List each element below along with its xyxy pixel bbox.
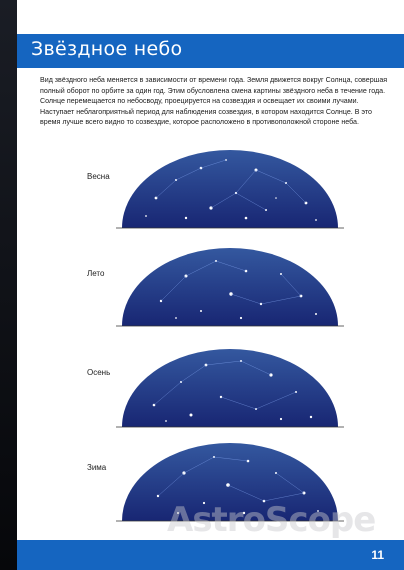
watermark: AstroScope — [167, 500, 376, 540]
page-edge — [0, 0, 17, 570]
sky-map-summer — [116, 246, 344, 326]
sky-dome — [122, 150, 338, 228]
intro-paragraph: Вид звёздного неба меняется в зависимости от времени года. Земля движется вокруг Солнца, совершая полный оборот по орбите за один год. Этим обусловлена смена картины звёздного неба в течение года. Солнце перемещается по небосводу, проецируется на созвездия и освещает их своими лучами. Наступает неблагоприятный период для наблюдения созвездия, в котором находится Солнце. В это время лучше всего видно то созвездие, которое расположено в противоположной стороне неба. — [40, 76, 388, 127]
page — [17, 0, 404, 570]
footer-bar — [17, 540, 404, 570]
sky-map-autumn — [116, 347, 344, 427]
title-bar — [17, 34, 404, 68]
page-number: 11 — [371, 548, 384, 562]
season-label-summer: Лето — [87, 269, 105, 278]
season-label-winter: Зима — [87, 463, 107, 472]
sky-dome — [122, 248, 338, 326]
page-title: Звёздное небо — [31, 38, 183, 60]
sky-dome — [122, 349, 338, 427]
sky-map-spring — [116, 148, 344, 228]
season-label-autumn: Осень — [87, 368, 111, 377]
season-label-spring: Весна — [87, 172, 110, 181]
